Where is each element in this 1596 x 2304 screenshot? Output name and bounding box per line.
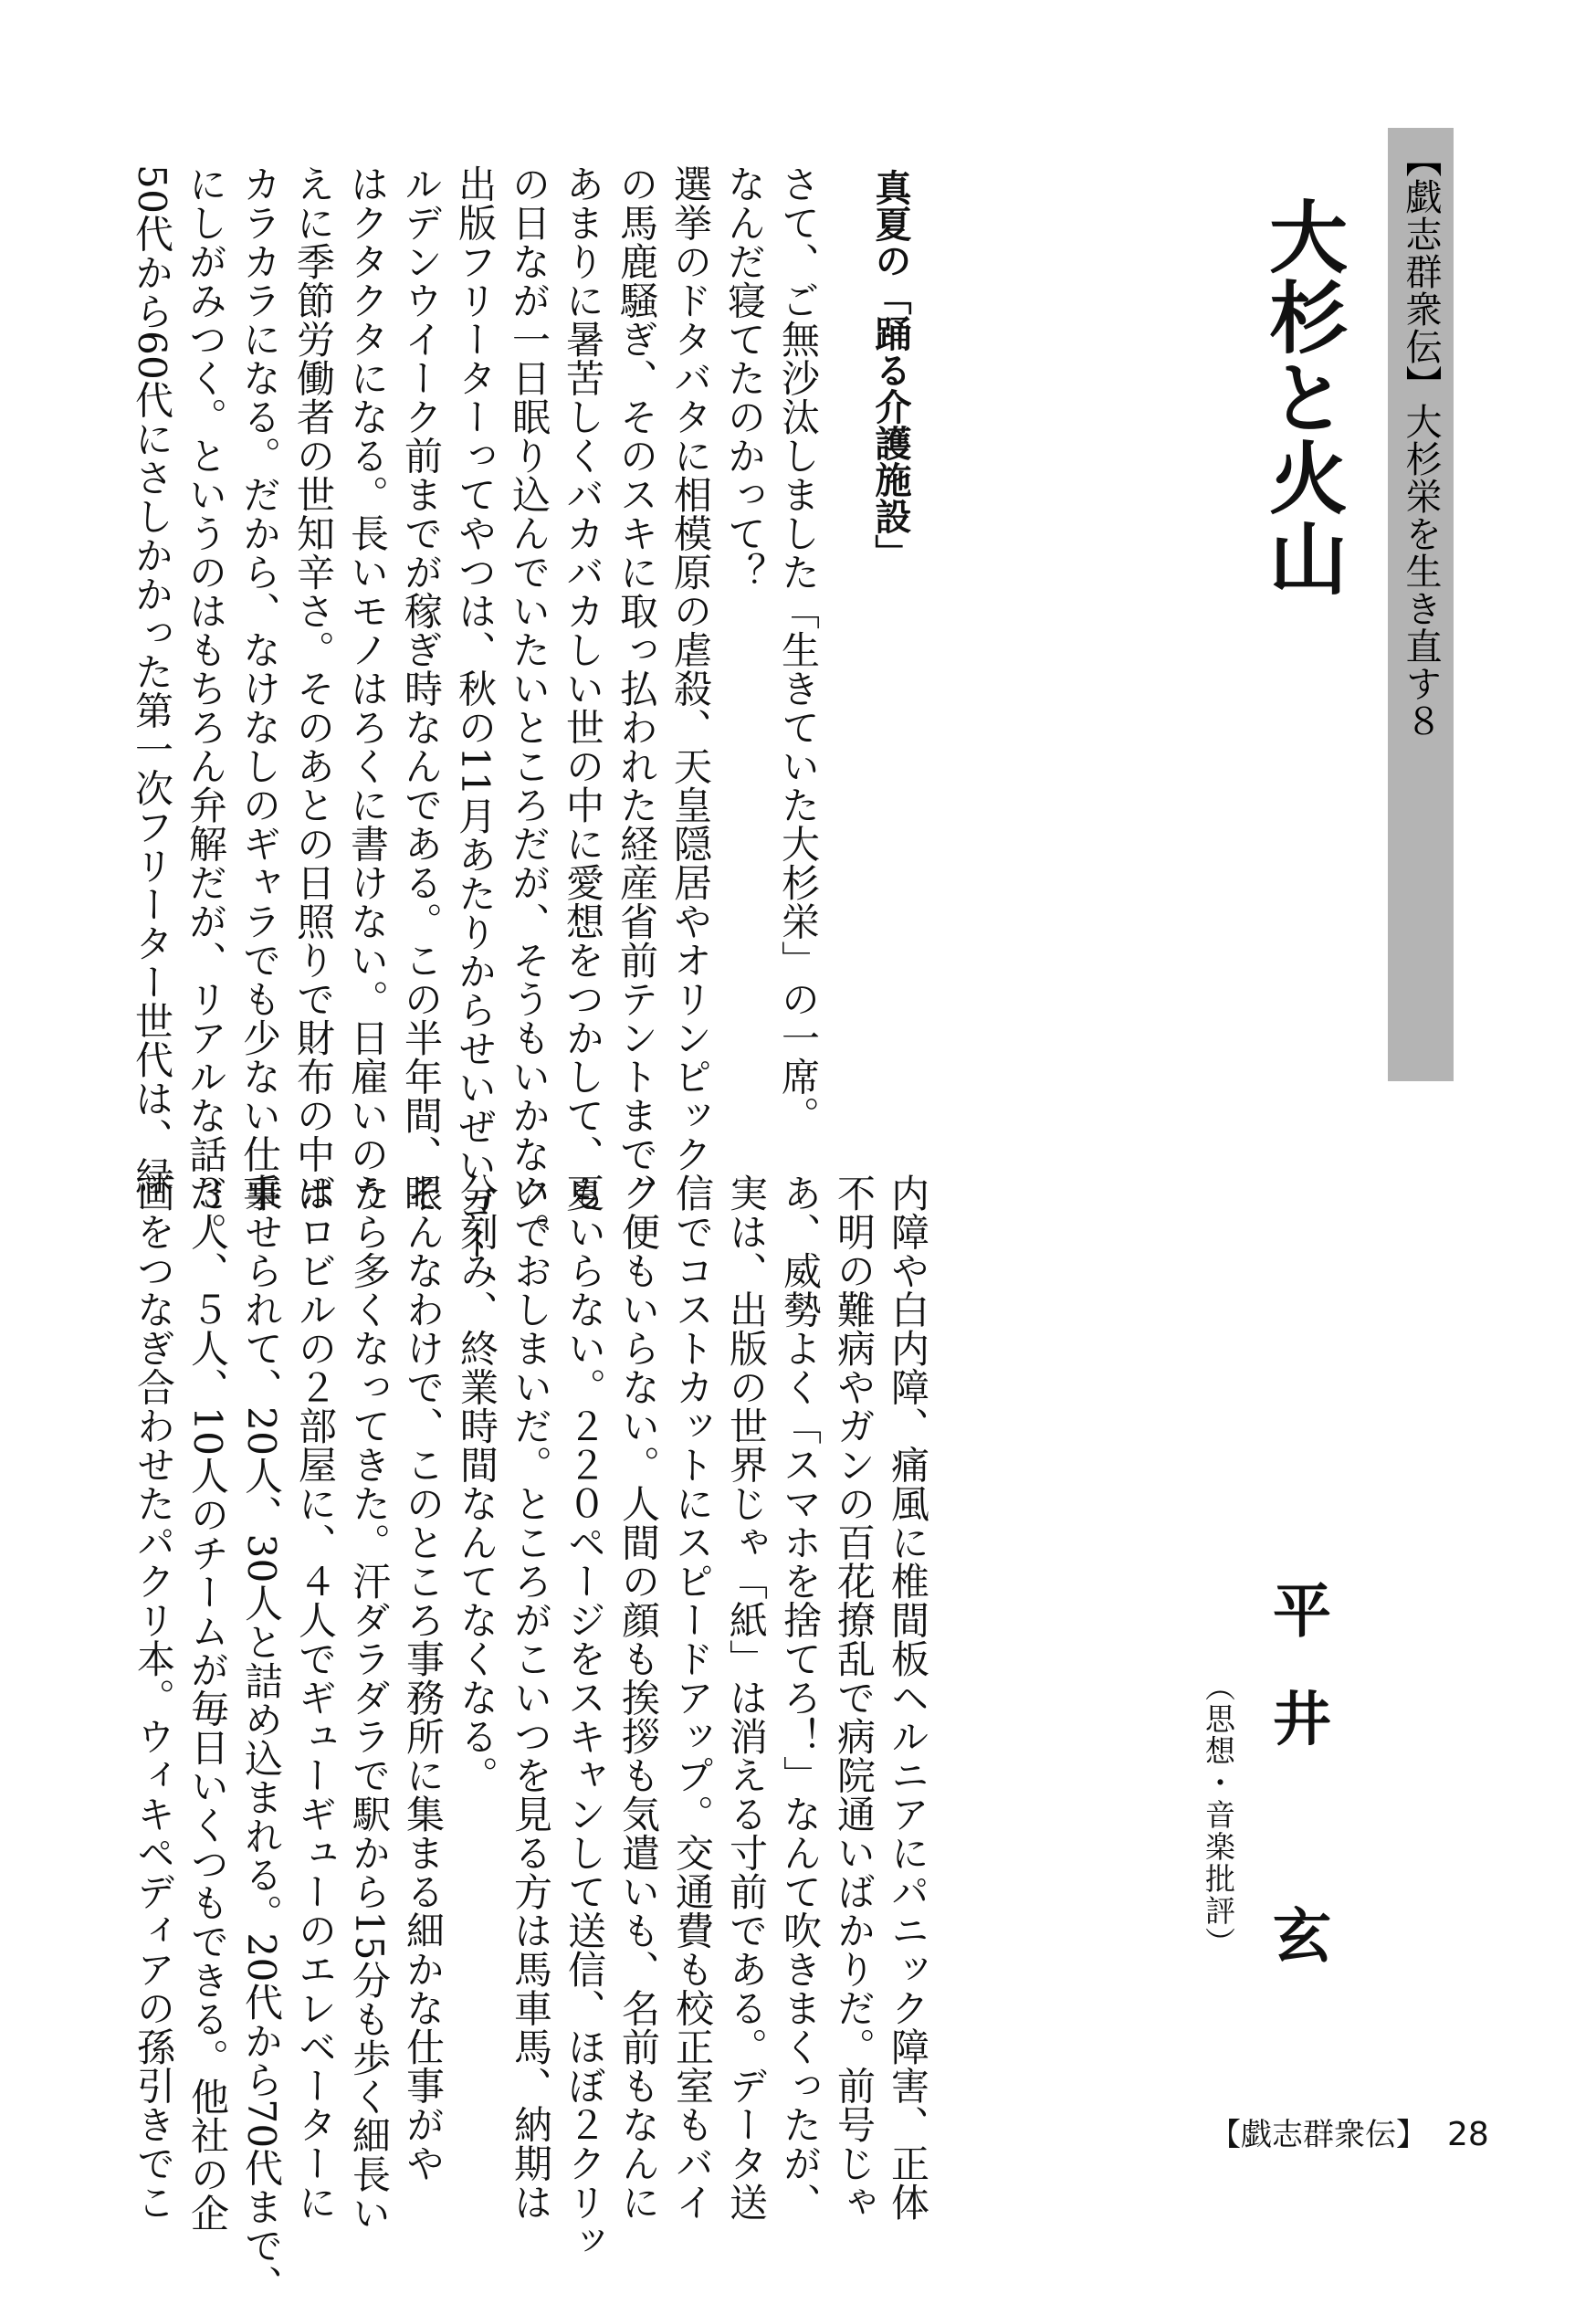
body-line: クでおしまいだ。ところがこいつを見る方は馬車馬、納期は bbox=[509, 1173, 553, 2222]
body-line: 不明の難病やガンの百花撩乱で病院通いばかりだ。前号じゃ bbox=[832, 1173, 877, 2222]
body-line: そんなわけで、このところ事務所に集まる細かな仕事がや bbox=[401, 1173, 446, 2183]
series-banner-text: 【戯志群衆伝】大杉栄を生き直す８ bbox=[1400, 141, 1442, 740]
body-line: 出版フリーターってやつは、秋の11月あたりからせいぜいゴー bbox=[453, 164, 498, 1262]
body-line: ボロビルの２部屋に、４人でギューギューのエレベーターに bbox=[293, 1173, 338, 2222]
body-line: たら多くなってきた。汗ダラダラで駅から15分も歩く細長い bbox=[347, 1173, 392, 2233]
body-line: はクタクタになる。長いモノはろくに書けない。日雇いのう bbox=[345, 164, 390, 1213]
page-footer bbox=[1210, 2117, 1489, 2153]
body-line: えに季節労働者の世知辛さ。そのあとの日照りで財布の中は bbox=[291, 164, 336, 1213]
body-line: ルデンウイーク前までが稼ぎ時なんである。この半年間、眼 bbox=[399, 164, 444, 1213]
section-subheading: 真夏の「踊る介護施設」 bbox=[869, 169, 911, 571]
body-line: ３人、５人、10人のチームが毎日いくつもできる。他社の企 bbox=[185, 1173, 230, 2233]
body-line: 乗せられて、20人、30人と詰め込まれる。20代から70代まで、 bbox=[239, 1173, 284, 2304]
body-line: 分刻み、終業時間なんてなくなる。 bbox=[455, 1173, 499, 1794]
body-line: 実は、出版の世界じゃ「紙」は消える寸前である。データ送 bbox=[724, 1173, 769, 2222]
body-line: あ、威勢よく「スマホを捨てろ！」なんて吹きまくったが、 bbox=[778, 1173, 823, 2222]
body-line: 画をつなぎ合わせたパクリ本。ウィキペディアの孫引きでこ bbox=[131, 1173, 176, 2222]
series-banner bbox=[1388, 128, 1454, 1081]
body-line: の日なが一日眠り込んでいたいところだが、そうもいかない。 bbox=[507, 164, 551, 1251]
body-line: あまりに暑苦しくバカバカしい世の中に愛想をつかして、夏 bbox=[561, 164, 605, 1213]
body-line: カラカラになる。だから、なけなしのギャラでも少ない仕事 bbox=[237, 164, 282, 1213]
author-name: 平井 玄 bbox=[1263, 1580, 1331, 1963]
body-line: 内障や白内障、痛風に椎間板ヘルニアにパニック障害、正体 bbox=[886, 1173, 930, 2222]
body-line: なんだ寝てたのかって？ bbox=[722, 164, 767, 592]
body-line: 50代から60代にさしかかった第一次フリーター世代は、緑 bbox=[130, 164, 174, 1195]
author-role: （思想・音楽批評） bbox=[1201, 1671, 1236, 1959]
body-line: にしがみつく。というのはもちろん弁解だが、リアルな話だ。 bbox=[184, 164, 228, 1251]
page-number: 28 bbox=[1447, 2116, 1489, 2153]
footer-label: 【戯志群衆伝】 bbox=[1210, 2117, 1427, 2153]
body-line: の馬鹿騒ぎ、そのスキに取っ払われた経産省前テントまで、 bbox=[614, 164, 659, 1213]
body-line: さて、ご無沙汰しました「生きていた大杉栄」の一席。 bbox=[776, 164, 821, 1135]
body-line: 選挙のドタバタに相模原の虐殺、天皇隠居やオリンピック bbox=[668, 164, 713, 1173]
body-line: ク便もいらない。人間の顔も挨拶も気遣いも、名前もなんに bbox=[616, 1173, 661, 2222]
body-line: 信でコストカットにスピードアップ。交通費も校正室もバイ bbox=[670, 1173, 715, 2222]
body-line: もいらない。２２０ページをスキャンして送信、ほぼ２クリッ bbox=[562, 1173, 607, 2260]
article-title: 大杉と火山 bbox=[1255, 196, 1348, 598]
